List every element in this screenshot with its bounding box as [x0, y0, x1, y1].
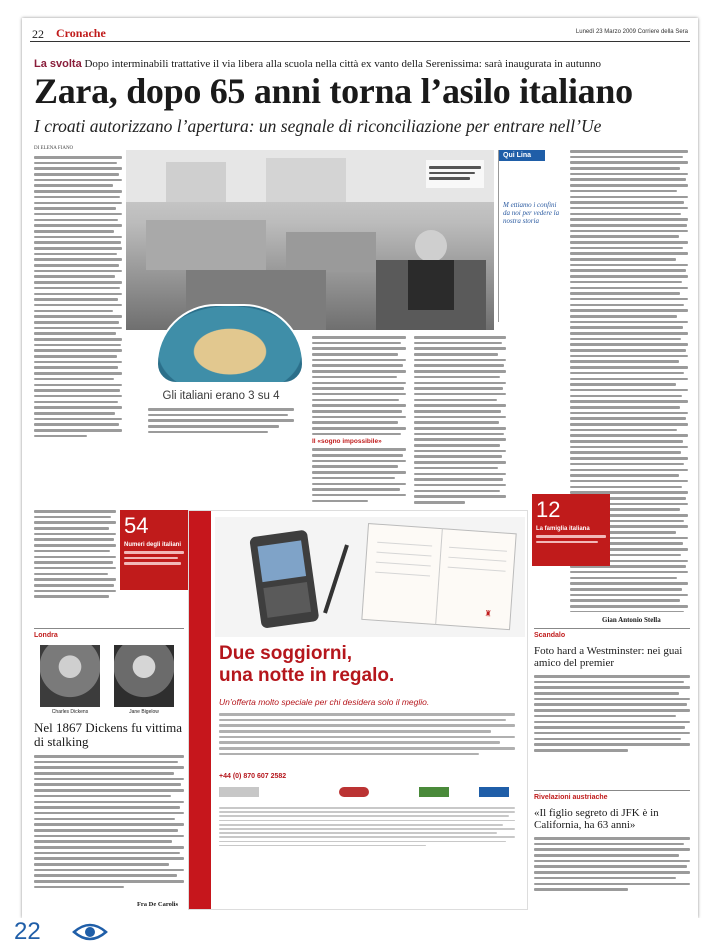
kicker-text: Dopo interminabili trattative il via libera alla scuola nella città ex vanto della Serenissima: sarà inaugurata in autunno [84, 58, 601, 70]
portrait-bigelow [114, 645, 174, 707]
ad-red-stripe [189, 511, 211, 910]
ad-headline-line1: Due soggiorni, [219, 643, 352, 664]
page-number-top: 22 [32, 27, 44, 41]
advertisement [188, 510, 528, 910]
subhead: I croati autorizzano l’apertura: un segnale di riconciliazione per entrare nell’Ue [34, 116, 602, 136]
londra-section [34, 628, 184, 912]
kicker-label: La svolta [34, 58, 82, 70]
info-box-12 [532, 494, 610, 566]
info-box-54 [120, 510, 188, 590]
inset-pull-quote: M ettiamo i confini da noi per vedere la nostra storia [503, 201, 560, 225]
page-header [30, 26, 690, 42]
portrait-dickens [40, 645, 100, 707]
portrait-caption-1: Charles Dickens [51, 709, 89, 715]
inset-box [498, 150, 564, 322]
scandalo-headline: Foto hard a Westminster: nei guai amico del premier [534, 645, 683, 669]
ad-fine-print [219, 807, 515, 849]
left-column-text [34, 156, 122, 496]
box-54-number: 54 [124, 513, 149, 538]
box-12-title: La famiglia italiana [536, 526, 590, 532]
viewer-footer [0, 918, 712, 946]
subheading-sogno: Il «sogno impossibile» [312, 438, 382, 446]
footer-page-number: 22 [14, 918, 41, 945]
eye-icon[interactable] [72, 922, 108, 942]
londra-signature: Fra De Carolis [136, 901, 178, 908]
ad-headline-line2: una notte in regalo. [219, 665, 395, 686]
ad-headline [219, 643, 519, 687]
ad-body-text [219, 713, 515, 759]
author-signature: Gian Antonio Stella [602, 616, 661, 624]
ad-logo-2 [339, 787, 369, 797]
ad-logos [219, 787, 515, 801]
londra-headline: Nel 1867 Dickens fu vittima di stalking [34, 720, 183, 749]
inset-title: Qui Lina [499, 150, 545, 161]
scandalo-section-label: Scandalo [534, 632, 566, 639]
ad-subline: Un’offerta molto speciale per chi desidera solo il meglio. [219, 697, 430, 707]
newspaper-page [22, 18, 698, 918]
londra-section-label: Londra [34, 632, 58, 639]
rivelazioni-section [534, 790, 690, 910]
ad-logo-4 [479, 787, 509, 797]
left-column-lower [34, 510, 116, 618]
rivelazioni-section-label: Rivelazioni austriache [534, 794, 608, 801]
rivelazioni-headline: «Il figlio segreto di JFK è in California, ha 63 anni» [534, 807, 659, 831]
header-date: Lunedì 23 Marzo 2009 Corriere della Sera [575, 29, 688, 35]
ad-logo-3 [419, 787, 449, 797]
scandalo-section [534, 628, 690, 778]
ad-logo-1 [219, 787, 259, 797]
byline: DI ELENA FIANO [34, 146, 74, 151]
photo-caption-title: Gli italiani erano 3 su 4 [162, 390, 280, 402]
photo-caption-box [426, 160, 484, 188]
box-12-number: 12 [536, 497, 561, 522]
main-photo [126, 150, 494, 330]
ad-illustration [215, 517, 525, 637]
portrait-caption-2: Jane Bigelow [129, 709, 159, 715]
photo-caption [126, 390, 316, 500]
kicker [34, 58, 684, 70]
middle-column-1 [312, 336, 406, 526]
middle-column-2 [414, 336, 506, 526]
section-label: Cronache [56, 26, 106, 40]
headline: Zara, dopo 65 anni torna l’asilo italiano [34, 71, 633, 111]
svg-text:♜: ♜ [484, 608, 493, 619]
box-54-title: Numeri degli italiani [124, 542, 182, 548]
ad-phone: +44 (0) 870 607 2582 [219, 773, 287, 780]
